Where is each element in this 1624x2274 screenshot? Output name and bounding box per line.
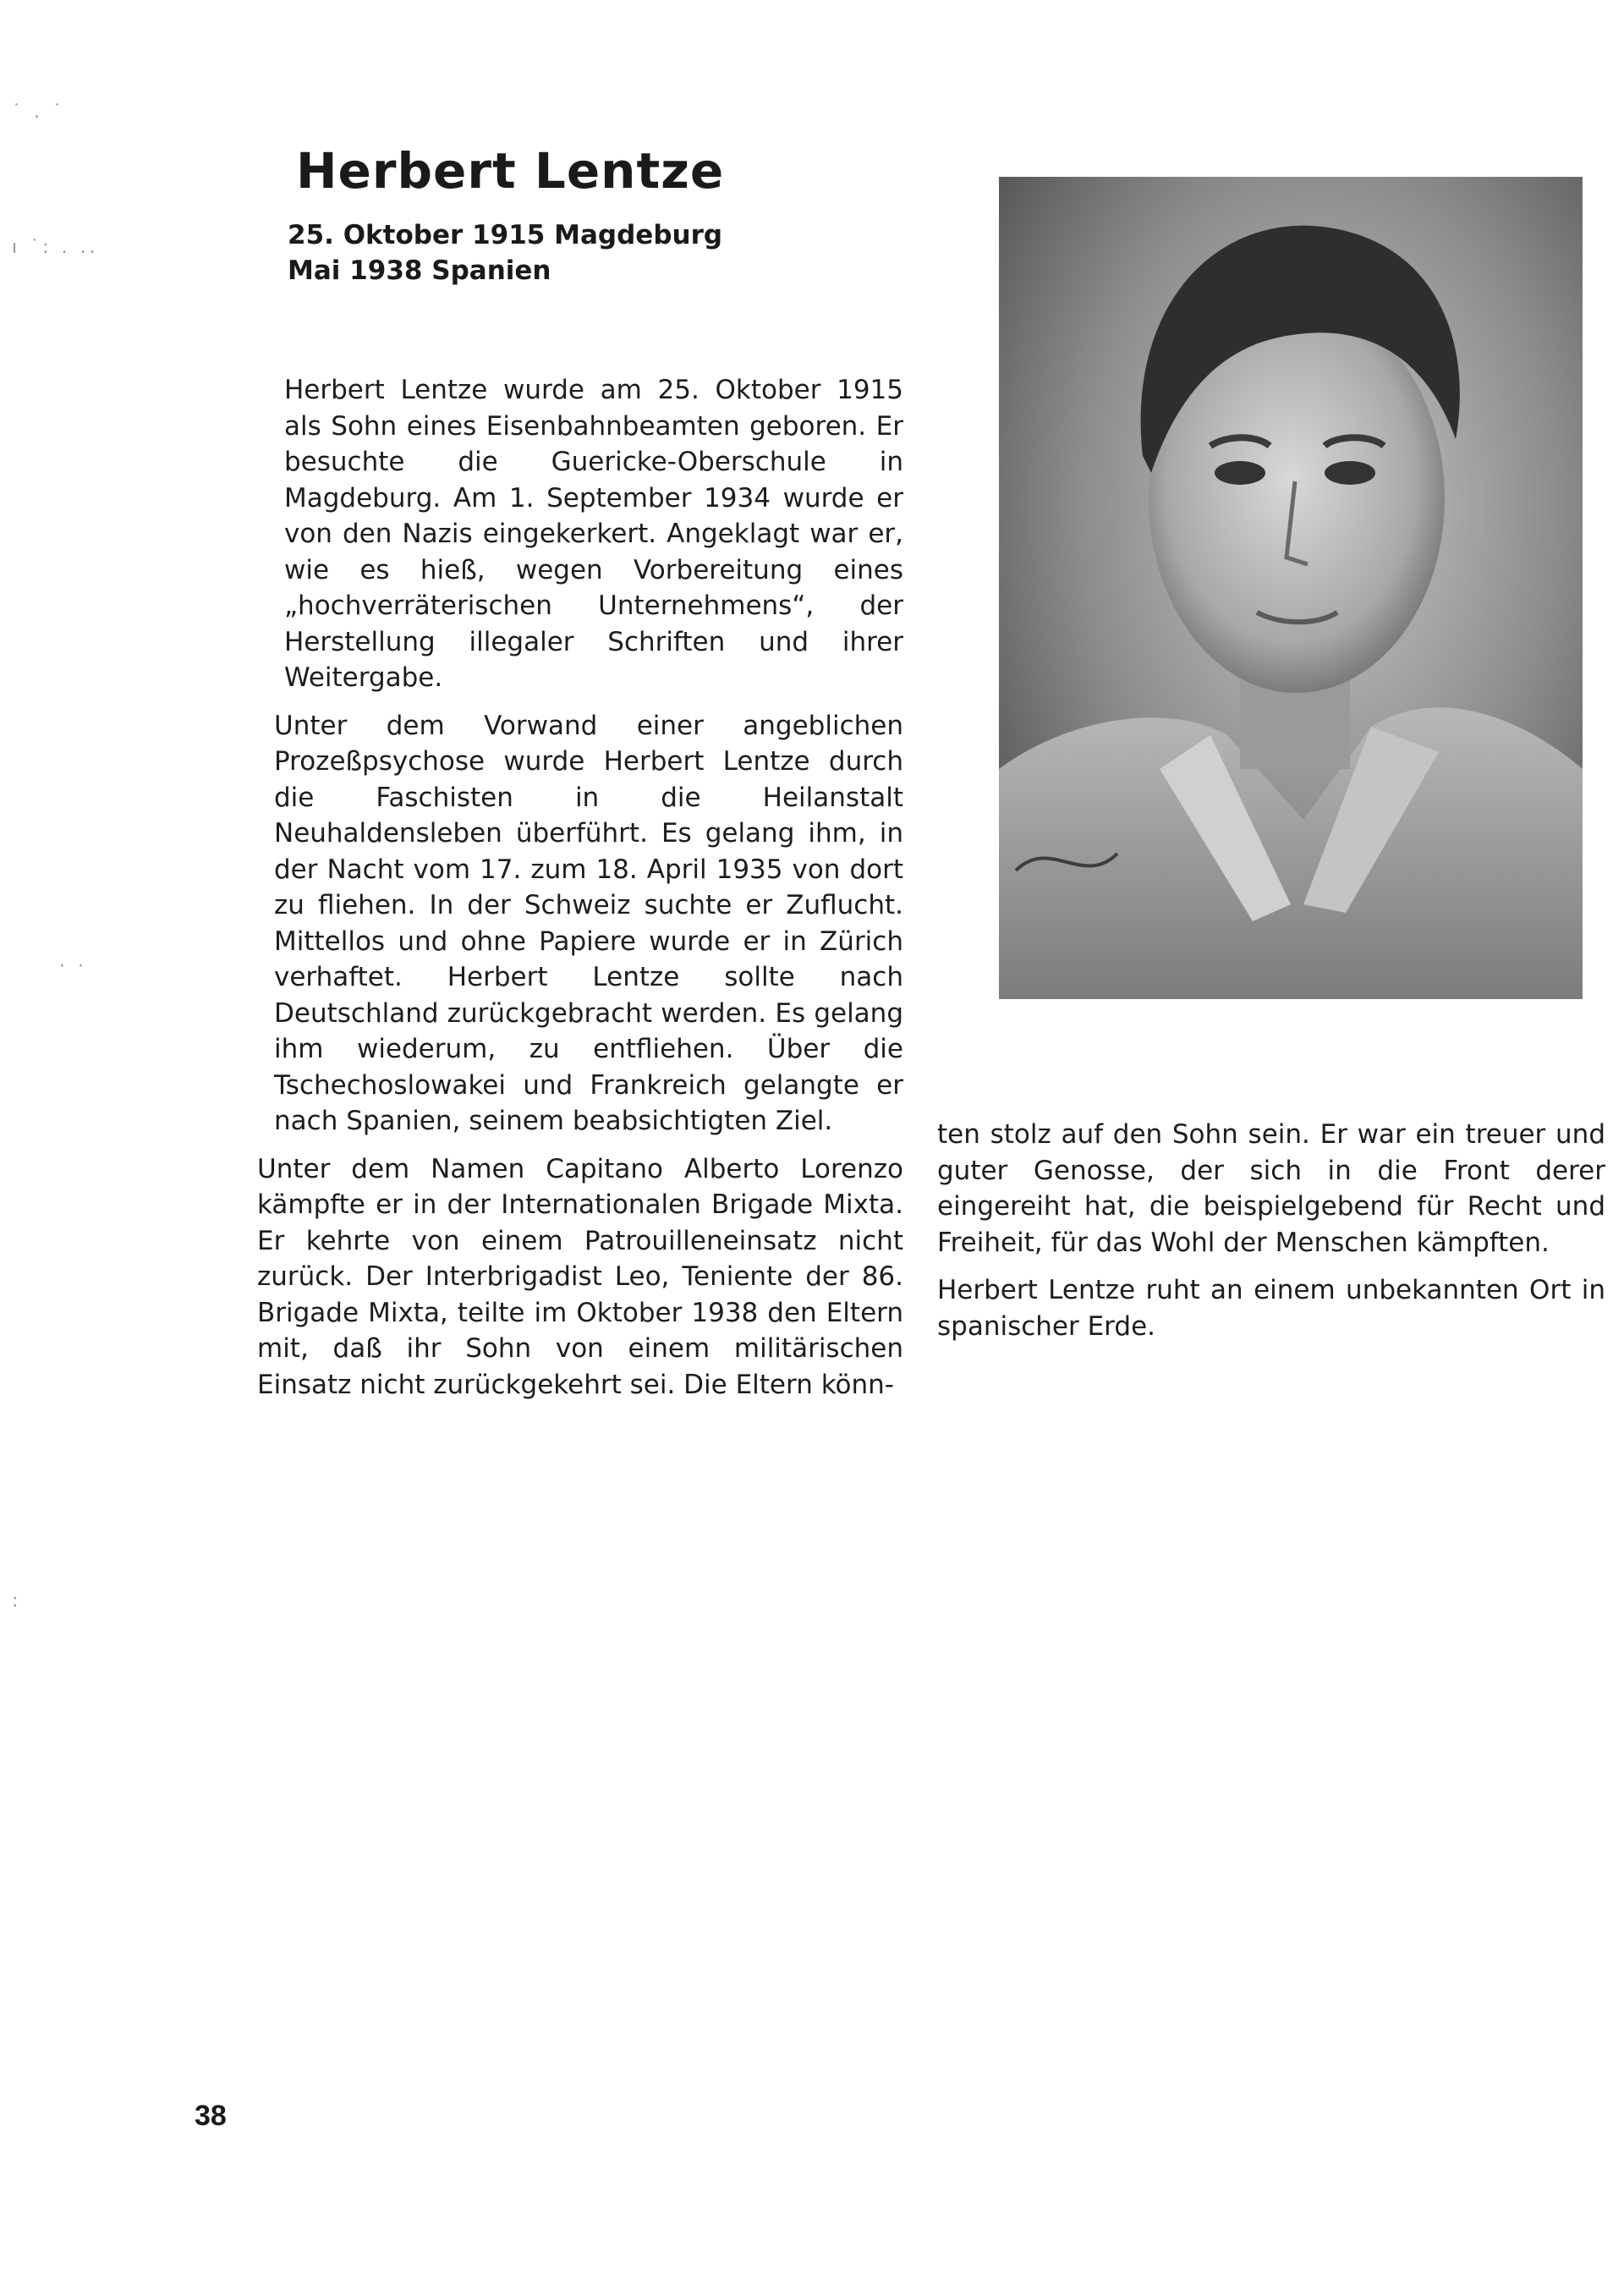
birth-line: 25. Oktober 1915 Magdeburg <box>288 220 723 250</box>
paragraph: Unter dem Namen Capitano Alberto Lorenzo kämpfte er in der Internationalen Brigade Mixta. Er kehrte von einem Patrouilleneinsatz nicht zurück. Der Interbrigadist Leo, Teniente der 86. Brigade Mixta, teilte im Oktober 1938 den Eltern mit, daß ihr Sohn von einem militärischen Einsatz nicht zurückgekehrt sei. Die Eltern könn- <box>257 1153 903 1400</box>
scan-speck: ı ˙: . .. <box>12 237 99 258</box>
scan-speck: : <box>12 1590 22 1612</box>
page-title: Herbert Lentze <box>296 142 725 200</box>
portrait-photo <box>999 177 1583 999</box>
page-number: 38 <box>195 2100 227 2132</box>
paragraph: ten stolz auf den Sohn sein. Er war ein treuer und guter Genosse, der sich in die Front derer eingereiht hat, die beispielgebend für Recht und Freiheit, für das Wohl der Menschen kämpften. <box>937 1119 1605 1258</box>
body-right-column <box>937 1117 1605 1356</box>
scan-speck: ˙ . ˙ <box>12 102 65 123</box>
death-line: Mai 1938 Spanien <box>288 255 551 286</box>
portrait-photo-icon <box>999 177 1583 999</box>
paragraph: Unter dem Vorwand einer angeblichen Prozeßpsychose wurde Herbert Lentze durch die Faschisten in die Heilanstalt Neuhaldensleben überführt. Es gelang ihm, in der Nacht vom 17. zum 18. April 1935 von dort zu fliehen. In der Schweiz suchte er Zuflucht. Mittellos und ohne Papiere wurde er in Zürich verhaftet. Herbert Lentze sollte nach Deutschland zurückgebracht werden. Es gelang ihm wiederum, zu entfliehen. Über die Tschechoslowakei und Frankreich gelangte er nach Spanien, seinem beabsichtigten Ziel. <box>274 710 903 1136</box>
body-left-column <box>244 372 903 1414</box>
paragraph: Herbert Lentze wurde am 25. Oktober 1915 als Sohn eines Eisenbahnbeamten geboren. Er besuchte die Guericke-Oberschule in Magdeburg. Am 1. September 1934 wurde er von den Nazis eingekerkert. Angeklagt war er, wie es hieß, wegen Vorbereitung eines „hochverräterischen Unternehmens“, der Herstellung illegaler Schriften und ihrer Weitergabe. <box>284 375 903 693</box>
paragraph: Herbert Lentze ruht an einem unbekannten Ort in spanischer Erde. <box>937 1275 1605 1342</box>
scan-speck: · · <box>59 956 87 977</box>
